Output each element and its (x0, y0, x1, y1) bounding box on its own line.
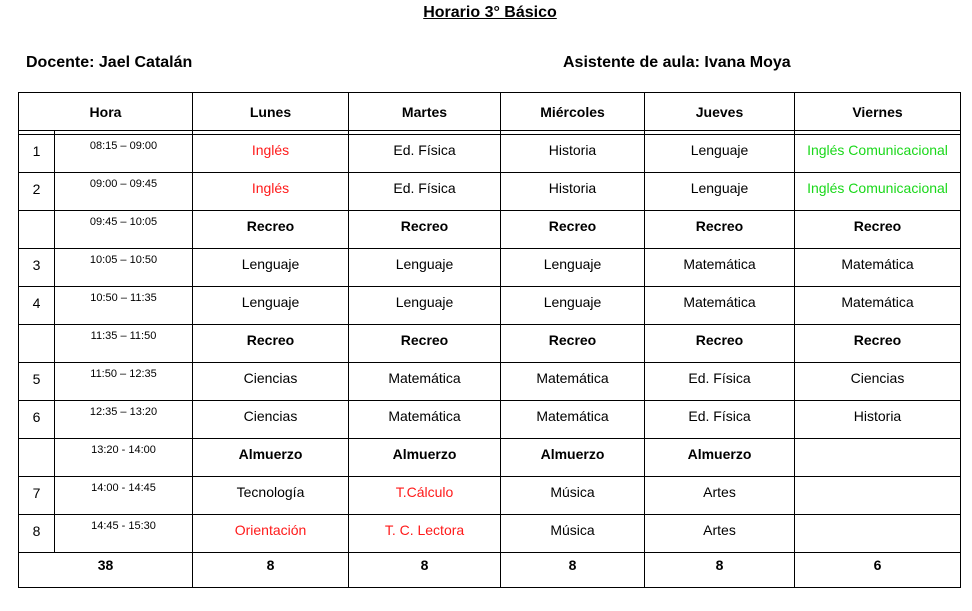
total-martes: 8 (349, 553, 501, 588)
assistant-label: Asistente de aula: Ivana Moya (563, 54, 791, 71)
cell-viernes (795, 515, 961, 553)
cell-jueves: Matemática (645, 287, 795, 325)
cell-lunes: Recreo (193, 211, 349, 249)
row-time: 14:00 - 14:45 (55, 477, 193, 515)
cell-jueves: Recreo (645, 325, 795, 363)
row-number: 4 (19, 287, 55, 325)
row-number: 1 (19, 135, 55, 173)
cell-martes: Ed. Física (349, 135, 501, 173)
cell-lunes: Recreo (193, 325, 349, 363)
cell-martes: T.Cálculo (349, 477, 501, 515)
header-viernes: Viernes (795, 93, 961, 131)
cell-viernes: Recreo (795, 325, 961, 363)
header-lunes: Lunes (193, 93, 349, 131)
cell-lunes: Inglés (193, 135, 349, 173)
row-number: 7 (19, 477, 55, 515)
cell-viernes: Inglés Comunicacional (795, 173, 961, 211)
header-hora: Hora (19, 93, 193, 131)
cell-jueves: Artes (645, 515, 795, 553)
row-time: 14:45 - 15:30 (55, 515, 193, 553)
cell-miercoles: Almuerzo (501, 439, 645, 477)
cell-jueves: Lenguaje (645, 135, 795, 173)
row-number: 2 (19, 173, 55, 211)
cell-miercoles: Recreo (501, 325, 645, 363)
totals-row (19, 553, 961, 588)
cell-martes: Matemática (349, 363, 501, 401)
cell-martes: Recreo (349, 325, 501, 363)
cell-viernes: Recreo (795, 211, 961, 249)
cell-martes: T. C. Lectora (349, 515, 501, 553)
header-jueves: Jueves (645, 93, 795, 131)
table-row (19, 211, 961, 249)
table-row (19, 325, 961, 363)
row-number: 6 (19, 401, 55, 439)
teacher-label: Docente: Jael Catalán (26, 54, 193, 71)
table-row (19, 173, 961, 211)
cell-jueves: Ed. Física (645, 401, 795, 439)
cell-lunes: Ciencias (193, 363, 349, 401)
cell-jueves: Ed. Física (645, 363, 795, 401)
cell-miercoles: Música (501, 515, 645, 553)
table-row (19, 477, 961, 515)
cell-martes: Lenguaje (349, 287, 501, 325)
row-time: 09:00 – 09:45 (55, 173, 193, 211)
row-time: 11:35 – 11:50 (55, 325, 193, 363)
cell-martes: Recreo (349, 211, 501, 249)
cell-martes: Matemática (349, 401, 501, 439)
cell-jueves: Lenguaje (645, 173, 795, 211)
row-time: 10:05 – 10:50 (55, 249, 193, 287)
cell-viernes: Ciencias (795, 363, 961, 401)
cell-viernes: Matemática (795, 249, 961, 287)
cell-jueves: Almuerzo (645, 439, 795, 477)
table-row (19, 515, 961, 553)
row-time: 10:50 – 11:35 (55, 287, 193, 325)
row-time: 09:45 – 10:05 (55, 211, 193, 249)
cell-miercoles: Historia (501, 173, 645, 211)
cell-viernes: Matemática (795, 287, 961, 325)
cell-lunes: Tecnología (193, 477, 349, 515)
row-time: 11:50 – 12:35 (55, 363, 193, 401)
cell-viernes: Historia (795, 401, 961, 439)
cell-miercoles: Música (501, 477, 645, 515)
cell-miercoles: Recreo (501, 211, 645, 249)
row-time: 13:20 - 14:00 (55, 439, 193, 477)
table-row (19, 439, 961, 477)
cell-miercoles: Historia (501, 135, 645, 173)
table-row (19, 401, 961, 439)
cell-lunes: Lenguaje (193, 287, 349, 325)
cell-lunes: Almuerzo (193, 439, 349, 477)
header-row (19, 93, 961, 131)
row-time: 12:35 – 13:20 (55, 401, 193, 439)
total-miercoles: 8 (501, 553, 645, 588)
page-title: Horario 3° Básico (423, 4, 557, 21)
cell-jueves: Recreo (645, 211, 795, 249)
cell-miercoles: Lenguaje (501, 287, 645, 325)
cell-jueves: Artes (645, 477, 795, 515)
cell-lunes: Orientación (193, 515, 349, 553)
table-row (19, 287, 961, 325)
cell-viernes (795, 477, 961, 515)
cell-lunes: Ciencias (193, 401, 349, 439)
row-number: 3 (19, 249, 55, 287)
cell-viernes (795, 439, 961, 477)
cell-jueves: Matemática (645, 249, 795, 287)
cell-miercoles: Lenguaje (501, 249, 645, 287)
table-row (19, 363, 961, 401)
row-number: 8 (19, 515, 55, 553)
cell-miercoles: Matemática (501, 363, 645, 401)
cell-martes: Ed. Física (349, 173, 501, 211)
table-row (19, 249, 961, 287)
total-lunes: 8 (193, 553, 349, 588)
total-viernes: 6 (795, 553, 961, 588)
cell-lunes: Lenguaje (193, 249, 349, 287)
table-row (19, 135, 961, 173)
total-hora: 38 (19, 553, 193, 588)
total-jueves: 8 (645, 553, 795, 588)
cell-viernes: Inglés Comunicacional (795, 135, 961, 173)
schedule-table (18, 92, 961, 588)
row-number (19, 211, 55, 249)
cell-lunes: Inglés (193, 173, 349, 211)
cell-martes: Lenguaje (349, 249, 501, 287)
row-number (19, 439, 55, 477)
row-time: 08:15 – 09:00 (55, 135, 193, 173)
cell-miercoles: Matemática (501, 401, 645, 439)
header-miercoles: Miércoles (501, 93, 645, 131)
header-martes: Martes (349, 93, 501, 131)
cell-martes: Almuerzo (349, 439, 501, 477)
row-number: 5 (19, 363, 55, 401)
row-number (19, 325, 55, 363)
